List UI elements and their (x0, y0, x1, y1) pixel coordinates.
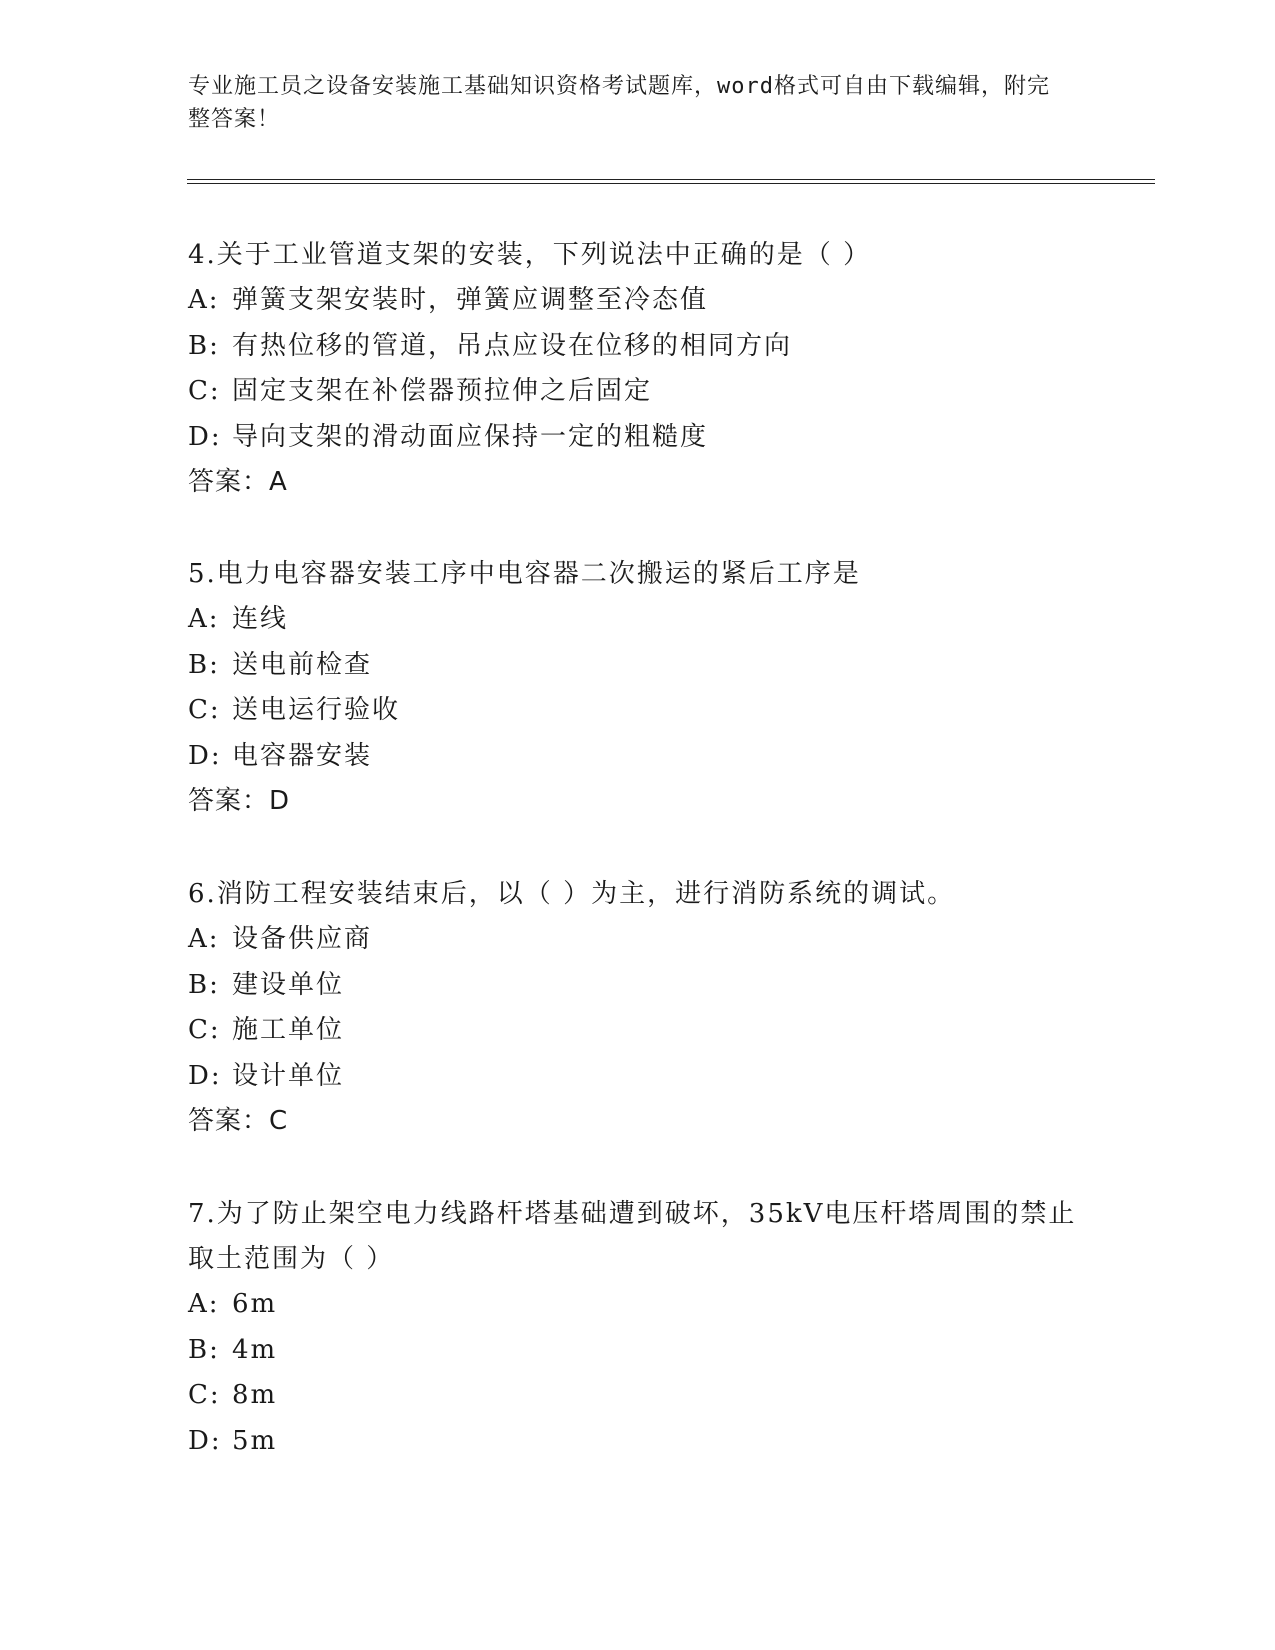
option-letter: B: (188, 649, 220, 680)
option-text: 连线 (232, 604, 289, 634)
option-text: 弹簧支架安装时，弹簧应调整至冷态值 (232, 285, 709, 315)
question-7 (188, 1192, 1088, 1464)
option-c (188, 688, 1088, 734)
option-letter: C: (188, 376, 221, 406)
answer-value: C (269, 1106, 289, 1136)
option-text: 设备供应商 (232, 924, 373, 954)
option-letter: D: (188, 1060, 222, 1091)
option-letter: A: (188, 1289, 220, 1319)
option-text: 5m (232, 1425, 278, 1456)
option-letter: B: (188, 330, 220, 361)
option-text: 建设单位 (232, 969, 345, 1000)
answer-line (188, 460, 1088, 506)
option-text: 固定支架在补偿器预拉伸之后固定 (232, 376, 653, 406)
option-letter: A: (188, 604, 220, 634)
option-text: 8m (232, 1380, 278, 1410)
option-letter: A: (188, 924, 220, 954)
header-text: 专业施工员之设备安装施工基础知识资格考试题库，word格式可自由下载编辑，附完整答案！ (188, 74, 1050, 132)
option-text: 6m (232, 1289, 278, 1319)
option-b (188, 643, 1088, 689)
option-letter: B: (188, 1334, 220, 1365)
option-text: 4m (232, 1334, 278, 1365)
header-divider-top (187, 179, 1155, 180)
option-text: 送电运行验收 (232, 695, 401, 725)
document-header (188, 70, 1068, 136)
option-d (188, 1054, 1088, 1100)
option-c (188, 1373, 1088, 1419)
option-b (188, 324, 1088, 370)
option-c (188, 369, 1088, 415)
option-a (188, 917, 1088, 963)
option-letter: D: (188, 1425, 222, 1456)
option-text: 施工单位 (232, 1015, 345, 1045)
option-b (188, 963, 1088, 1009)
option-letter: C: (188, 1380, 221, 1410)
option-letter: D: (188, 421, 222, 452)
option-text: 送电前检查 (232, 649, 373, 680)
answer-line (188, 779, 1088, 825)
option-letter: B: (188, 969, 220, 1000)
answer-label: 答案： (188, 467, 270, 497)
option-d (188, 1419, 1088, 1465)
option-text: 有热位移的管道，吊点应设在位移的相同方向 (232, 330, 793, 361)
question-stem: 7.为了防止架空电力线路杆塔基础遭到破坏，35kV电压杆塔周围的禁止取土范围为（ ） (188, 1199, 1077, 1274)
answer-value: D (269, 786, 291, 816)
option-letter: D: (188, 740, 222, 771)
answer-value: A (269, 467, 288, 497)
option-a (188, 597, 1088, 643)
answer-line (188, 1099, 1088, 1145)
answer-label: 答案： (188, 786, 270, 816)
question-6 (188, 872, 1088, 1145)
option-c (188, 1008, 1088, 1054)
question-stem: 4.关于工业管道支架的安装，下列说法中正确的是（ ） (188, 240, 872, 270)
option-letter: C: (188, 1015, 221, 1045)
answer-label: 答案： (188, 1106, 270, 1136)
option-d (188, 415, 1088, 461)
option-letter: C: (188, 695, 221, 725)
option-text: 电容器安装 (232, 740, 373, 771)
header-divider-bottom (187, 183, 1155, 184)
option-a (188, 1282, 1088, 1328)
option-text: 导向支架的滑动面应保持一定的粗糙度 (232, 421, 709, 452)
question-4 (188, 233, 1088, 506)
option-a (188, 278, 1088, 324)
question-5 (188, 552, 1088, 825)
question-stem: 6.消防工程安装结束后，以（ ）为主，进行消防系统的调试。 (188, 879, 956, 909)
option-b (188, 1328, 1088, 1374)
option-d (188, 734, 1088, 780)
question-stem: 5.电力电容器安装工序中电容器二次搬运的紧后工序是 (188, 559, 861, 589)
option-text: 设计单位 (232, 1060, 345, 1091)
option-letter: A: (188, 285, 220, 315)
